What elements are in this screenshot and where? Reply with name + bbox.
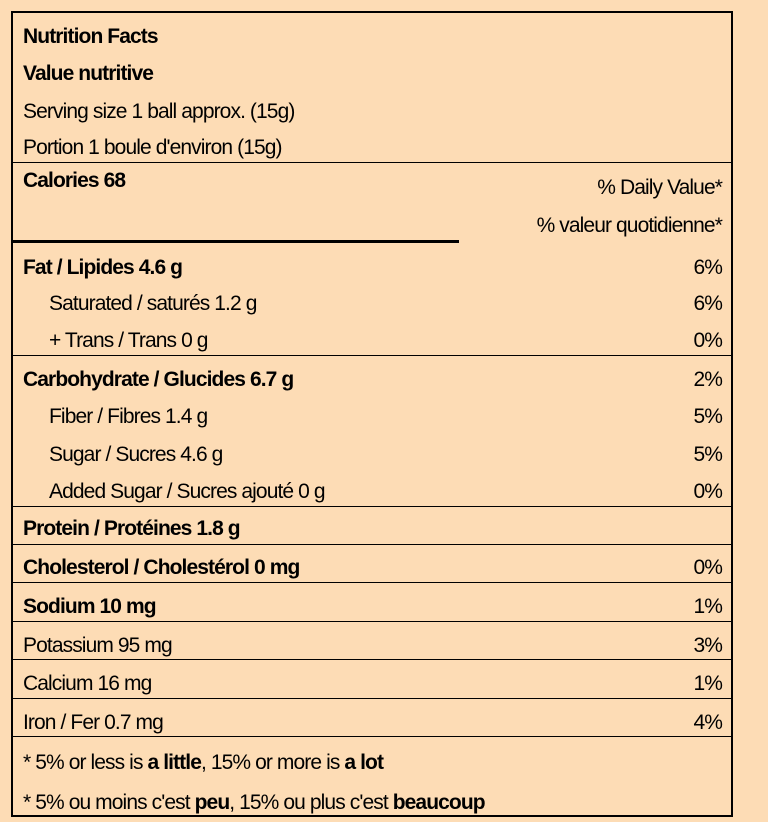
footnote-en-lot: a lot [344, 751, 384, 774]
footnote-fr [23, 792, 485, 813]
footnote-en-little: a little [147, 751, 201, 774]
title-en: Nutrition Facts [23, 25, 158, 48]
footnote-fr-beaucoup: beaucoup [392, 791, 485, 814]
fat-label: Fat / Lipides 4.6 g [23, 256, 183, 279]
divider [13, 355, 731, 356]
footnote-en-prefix: * 5% or less is [23, 751, 148, 774]
carbohydrate-dv: 2% [693, 368, 722, 391]
trans-label: + Trans / Trans 0 g [49, 329, 208, 352]
divider [13, 736, 731, 737]
footnote-en-middle: , 15% or more is [200, 751, 345, 774]
fat-dv: 6% [693, 256, 722, 279]
sodium-dv: 1% [693, 595, 722, 618]
divider [13, 544, 731, 545]
divider [13, 162, 731, 163]
calories-label: Calories 68 [23, 169, 126, 192]
fiber-label: Fiber / Fibres 1.4 g [49, 405, 208, 428]
daily-value-header-fr: % valeur quotidienne* [536, 214, 722, 237]
added-sugar-label: Added Sugar / Sucres ajouté 0 g [49, 480, 325, 503]
nutrition-facts-label [11, 11, 733, 817]
trans-dv: 0% [693, 329, 722, 352]
added-sugar-dv: 0% [693, 480, 722, 503]
calcium-label: Calcium 16 mg [23, 672, 152, 695]
serving-size-fr: Portion 1 boule d'environ (15g) [23, 136, 282, 159]
daily-value-header-en: % Daily Value* [597, 176, 722, 199]
carbohydrate-label: Carbohydrate / Glucides 6.7 g [23, 368, 294, 391]
divider [13, 582, 731, 583]
sugar-label: Sugar / Sucres 4.6 g [49, 443, 223, 466]
protein-label: Protein / Protéines 1.8 g [23, 517, 240, 540]
divider [13, 621, 731, 622]
fiber-dv: 5% [693, 405, 722, 428]
footnote-fr-peu: peu [194, 791, 230, 814]
potassium-dv: 3% [693, 634, 722, 657]
footnote-en [23, 752, 383, 773]
thick-divider [13, 240, 459, 243]
cholesterol-dv: 0% [693, 556, 722, 579]
iron-dv: 4% [693, 711, 722, 734]
divider [13, 659, 731, 660]
cholesterol-label: Cholesterol / Cholestérol 0 mg [23, 556, 300, 579]
footnote-fr-prefix: * 5% ou moins c'est [23, 791, 195, 814]
saturated-label: Saturated / saturés 1.2 g [49, 292, 257, 315]
iron-label: Iron / Fer 0.7 mg [23, 711, 163, 734]
sodium-label: Sodium 10 mg [23, 595, 156, 618]
footnote-fr-middle: , 15% ou plus c'est [229, 791, 393, 814]
calcium-dv: 1% [693, 672, 722, 695]
divider [13, 698, 731, 699]
potassium-label: Potassium 95 mg [23, 634, 172, 657]
sugar-dv: 5% [693, 443, 722, 466]
saturated-dv: 6% [693, 292, 722, 315]
serving-size-en: Serving size 1 ball approx. (15g) [23, 100, 295, 123]
divider [13, 506, 731, 507]
title-fr: Value nutritive [23, 62, 154, 85]
